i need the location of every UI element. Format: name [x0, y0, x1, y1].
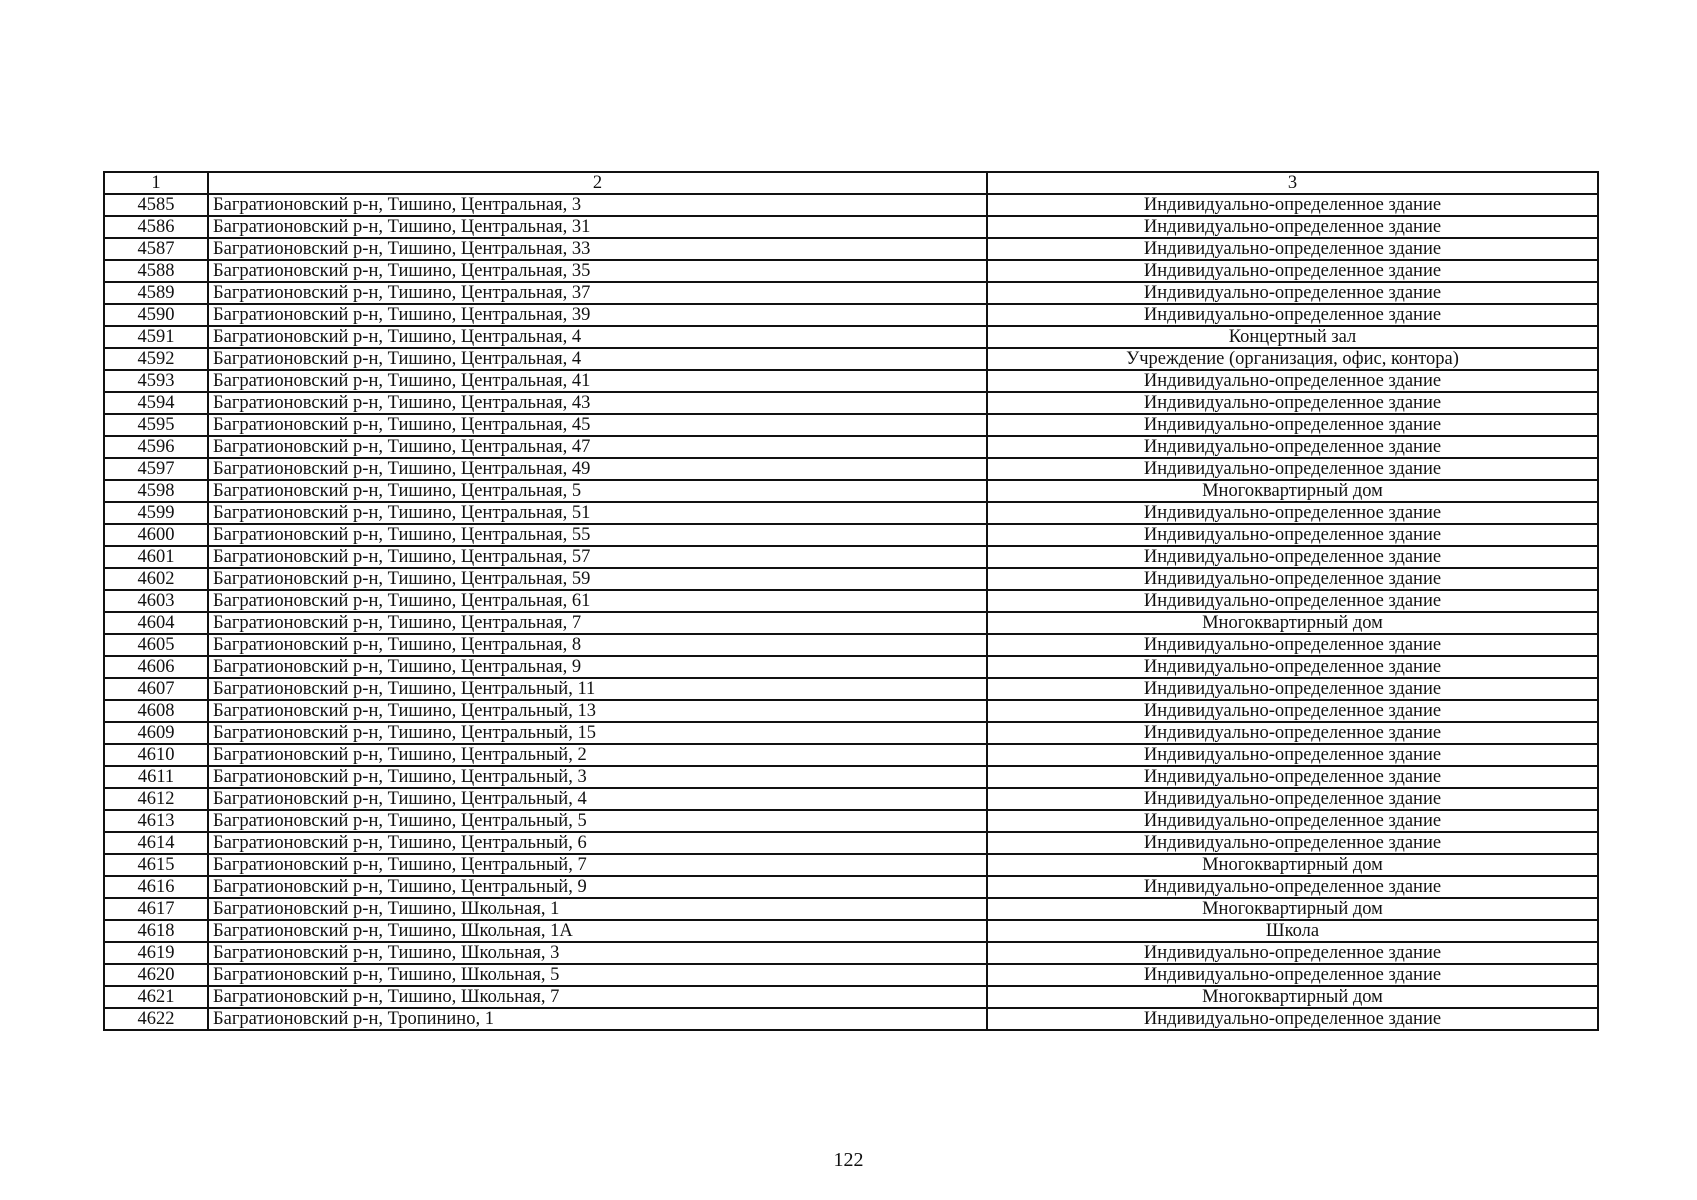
- registry-table: [103, 171, 1599, 1031]
- cell-number: 4607: [104, 678, 208, 700]
- cell-object-type: Индивидуально-определенное здание: [987, 260, 1598, 282]
- table-row: [104, 810, 1598, 832]
- cell-object-type: Индивидуально-определенное здание: [987, 458, 1598, 480]
- table-row: [104, 326, 1598, 348]
- cell-object-type: Школа: [987, 920, 1598, 942]
- cell-number: 4618: [104, 920, 208, 942]
- table-row: [104, 590, 1598, 612]
- cell-object-type: Индивидуально-определенное здание: [987, 502, 1598, 524]
- cell-address: Багратионовский р-н, Тишино, Центральный, 7: [208, 854, 987, 876]
- cell-address: Багратионовский р-н, Тишино, Школьная, 7: [208, 986, 987, 1008]
- cell-object-type: Индивидуально-определенное здание: [987, 436, 1598, 458]
- cell-number: 4608: [104, 700, 208, 722]
- table-row: [104, 458, 1598, 480]
- table-row: [104, 546, 1598, 568]
- table-row: [104, 656, 1598, 678]
- cell-object-type: Индивидуально-определенное здание: [987, 964, 1598, 986]
- cell-address: Багратионовский р-н, Тишино, Центральный, 13: [208, 700, 987, 722]
- cell-number: 4586: [104, 216, 208, 238]
- column-header-type: 3: [987, 172, 1598, 194]
- cell-number: 4596: [104, 436, 208, 458]
- cell-address: Багратионовский р-н, Тишино, Центральная, 49: [208, 458, 987, 480]
- cell-address: Багратионовский р-н, Тишино, Центральный, 9: [208, 876, 987, 898]
- cell-address: Багратионовский р-н, Тишино, Центральный, 15: [208, 722, 987, 744]
- cell-number: 4604: [104, 612, 208, 634]
- cell-address: Багратионовский р-н, Тишино, Школьная, 1А: [208, 920, 987, 942]
- cell-number: 4613: [104, 810, 208, 832]
- table-row: [104, 260, 1598, 282]
- cell-number: 4592: [104, 348, 208, 370]
- table-row: [104, 502, 1598, 524]
- table-row: [104, 370, 1598, 392]
- table-row: [104, 766, 1598, 788]
- cell-object-type: Индивидуально-определенное здание: [987, 392, 1598, 414]
- cell-number: 4620: [104, 964, 208, 986]
- cell-object-type: Индивидуально-определенное здание: [987, 1008, 1598, 1030]
- table-row: [104, 788, 1598, 810]
- cell-address: Багратионовский р-н, Тишино, Центральная, 35: [208, 260, 987, 282]
- table-row: [104, 920, 1598, 942]
- cell-object-type: Индивидуально-определенное здание: [987, 414, 1598, 436]
- table-row: [104, 898, 1598, 920]
- cell-address: Багратионовский р-н, Тишино, Центральная, 57: [208, 546, 987, 568]
- cell-address: Багратионовский р-н, Тишино, Центральная, 43: [208, 392, 987, 414]
- cell-address: Багратионовский р-н, Тишино, Центральная, 61: [208, 590, 987, 612]
- table-row: [104, 414, 1598, 436]
- cell-object-type: Концертный зал: [987, 326, 1598, 348]
- cell-object-type: Индивидуально-определенное здание: [987, 304, 1598, 326]
- cell-object-type: Учреждение (организация, офис, контора): [987, 348, 1598, 370]
- table-row: [104, 568, 1598, 590]
- table-row: [104, 678, 1598, 700]
- cell-address: Багратионовский р-н, Тишино, Центральная, 41: [208, 370, 987, 392]
- cell-number: 4599: [104, 502, 208, 524]
- cell-address: Багратионовский р-н, Тишино, Центральный, 6: [208, 832, 987, 854]
- cell-number: 4585: [104, 194, 208, 216]
- cell-address: Багратионовский р-н, Тишино, Центральная, 5: [208, 480, 987, 502]
- table-row: [104, 238, 1598, 260]
- cell-object-type: Индивидуально-определенное здание: [987, 810, 1598, 832]
- cell-number: 4611: [104, 766, 208, 788]
- table-body: [104, 194, 1598, 1030]
- table-row: [104, 832, 1598, 854]
- cell-number: 4591: [104, 326, 208, 348]
- column-header-number: 1: [104, 172, 208, 194]
- cell-number: 4615: [104, 854, 208, 876]
- cell-address: Багратионовский р-н, Тишино, Центральная, 7: [208, 612, 987, 634]
- cell-number: 4598: [104, 480, 208, 502]
- cell-object-type: Индивидуально-определенное здание: [987, 656, 1598, 678]
- cell-number: 4602: [104, 568, 208, 590]
- cell-number: 4593: [104, 370, 208, 392]
- table-row: [104, 876, 1598, 898]
- cell-address: Багратионовский р-н, Тишино, Школьная, 3: [208, 942, 987, 964]
- cell-number: 4589: [104, 282, 208, 304]
- table-header-row: [104, 172, 1598, 194]
- cell-number: 4614: [104, 832, 208, 854]
- cell-object-type: Индивидуально-определенное здание: [987, 788, 1598, 810]
- table-row: [104, 348, 1598, 370]
- cell-object-type: Многоквартирный дом: [987, 898, 1598, 920]
- cell-address: Багратионовский р-н, Тишино, Центральная, 4: [208, 326, 987, 348]
- cell-object-type: Индивидуально-определенное здание: [987, 524, 1598, 546]
- cell-number: 4621: [104, 986, 208, 1008]
- cell-number: 4610: [104, 744, 208, 766]
- cell-number: 4617: [104, 898, 208, 920]
- cell-object-type: Индивидуально-определенное здание: [987, 744, 1598, 766]
- cell-object-type: Индивидуально-определенное здание: [987, 568, 1598, 590]
- cell-object-type: Многоквартирный дом: [987, 480, 1598, 502]
- table-row: [104, 700, 1598, 722]
- cell-object-type: Многоквартирный дом: [987, 612, 1598, 634]
- cell-address: Багратионовский р-н, Тишино, Центральный, 3: [208, 766, 987, 788]
- cell-number: 4606: [104, 656, 208, 678]
- cell-number: 4597: [104, 458, 208, 480]
- table-row: [104, 392, 1598, 414]
- table-row: [104, 612, 1598, 634]
- cell-object-type: Индивидуально-определенное здание: [987, 238, 1598, 260]
- cell-number: 4595: [104, 414, 208, 436]
- cell-object-type: Индивидуально-определенное здание: [987, 370, 1598, 392]
- cell-address: Багратионовский р-н, Тишино, Центральная, 55: [208, 524, 987, 546]
- table-row: [104, 854, 1598, 876]
- cell-number: 4619: [104, 942, 208, 964]
- cell-address: Багратионовский р-н, Тишино, Центральная, 8: [208, 634, 987, 656]
- cell-number: 4594: [104, 392, 208, 414]
- table-row: [104, 986, 1598, 1008]
- cell-address: Багратионовский р-н, Тишино, Центральная, 37: [208, 282, 987, 304]
- cell-number: 4603: [104, 590, 208, 612]
- cell-object-type: Индивидуально-определенное здание: [987, 678, 1598, 700]
- table-row: [104, 722, 1598, 744]
- cell-address: Багратионовский р-н, Тишино, Центральная, 9: [208, 656, 987, 678]
- table-row: [104, 744, 1598, 766]
- table-row: [104, 524, 1598, 546]
- cell-object-type: Индивидуально-определенное здание: [987, 722, 1598, 744]
- cell-object-type: Индивидуально-определенное здание: [987, 590, 1598, 612]
- cell-object-type: Индивидуально-определенное здание: [987, 766, 1598, 788]
- cell-address: Багратионовский р-н, Тишино, Центральная, 31: [208, 216, 987, 238]
- cell-object-type: Индивидуально-определенное здание: [987, 700, 1598, 722]
- page-number: 122: [833, 1149, 864, 1171]
- cell-address: Багратионовский р-н, Тишино, Центральная, 59: [208, 568, 987, 590]
- table-row: [104, 634, 1598, 656]
- cell-object-type: Индивидуально-определенное здание: [987, 942, 1598, 964]
- cell-number: 4612: [104, 788, 208, 810]
- cell-address: Багратионовский р-н, Тишино, Школьная, 5: [208, 964, 987, 986]
- column-header-address: 2: [208, 172, 987, 194]
- table-row: [104, 282, 1598, 304]
- cell-address: Багратионовский р-н, Тишино, Центральная, 33: [208, 238, 987, 260]
- cell-address: Багратионовский р-н, Тишино, Центральный, 5: [208, 810, 987, 832]
- cell-address: Багратионовский р-н, Тропинино, 1: [208, 1008, 987, 1030]
- cell-number: 4605: [104, 634, 208, 656]
- cell-object-type: Индивидуально-определенное здание: [987, 216, 1598, 238]
- cell-address: Багратионовский р-н, Тишино, Центральная, 47: [208, 436, 987, 458]
- cell-object-type: Индивидуально-определенное здание: [987, 634, 1598, 656]
- cell-address: Багратионовский р-н, Тишино, Центральная, 3: [208, 194, 987, 216]
- cell-number: 4588: [104, 260, 208, 282]
- table-row: [104, 480, 1598, 502]
- cell-address: Багратионовский р-н, Тишино, Центральная, 51: [208, 502, 987, 524]
- table-row: [104, 304, 1598, 326]
- cell-address: Багратионовский р-н, Тишино, Центральная, 45: [208, 414, 987, 436]
- cell-address: Багратионовский р-н, Тишино, Центральный, 4: [208, 788, 987, 810]
- table-row: [104, 964, 1598, 986]
- cell-address: Багратионовский р-н, Тишино, Центральный, 11: [208, 678, 987, 700]
- cell-number: 4609: [104, 722, 208, 744]
- cell-number: 4587: [104, 238, 208, 260]
- table-row: [104, 436, 1598, 458]
- table-row: [104, 216, 1598, 238]
- cell-address: Багратионовский р-н, Тишино, Школьная, 1: [208, 898, 987, 920]
- cell-object-type: Индивидуально-определенное здание: [987, 194, 1598, 216]
- cell-number: 4622: [104, 1008, 208, 1030]
- cell-number: 4616: [104, 876, 208, 898]
- cell-address: Багратионовский р-н, Тишино, Центральный, 2: [208, 744, 987, 766]
- cell-number: 4590: [104, 304, 208, 326]
- table-row: [104, 194, 1598, 216]
- cell-object-type: Индивидуально-определенное здание: [987, 832, 1598, 854]
- cell-address: Багратионовский р-н, Тишино, Центральная, 4: [208, 348, 987, 370]
- cell-object-type: Индивидуально-определенное здание: [987, 282, 1598, 304]
- cell-object-type: Многоквартирный дом: [987, 854, 1598, 876]
- cell-object-type: Индивидуально-определенное здание: [987, 876, 1598, 898]
- cell-number: 4600: [104, 524, 208, 546]
- cell-object-type: Индивидуально-определенное здание: [987, 546, 1598, 568]
- cell-object-type: Многоквартирный дом: [987, 986, 1598, 1008]
- table-row: [104, 1008, 1598, 1030]
- table-row: [104, 942, 1598, 964]
- cell-address: Багратионовский р-н, Тишино, Центральная, 39: [208, 304, 987, 326]
- cell-number: 4601: [104, 546, 208, 568]
